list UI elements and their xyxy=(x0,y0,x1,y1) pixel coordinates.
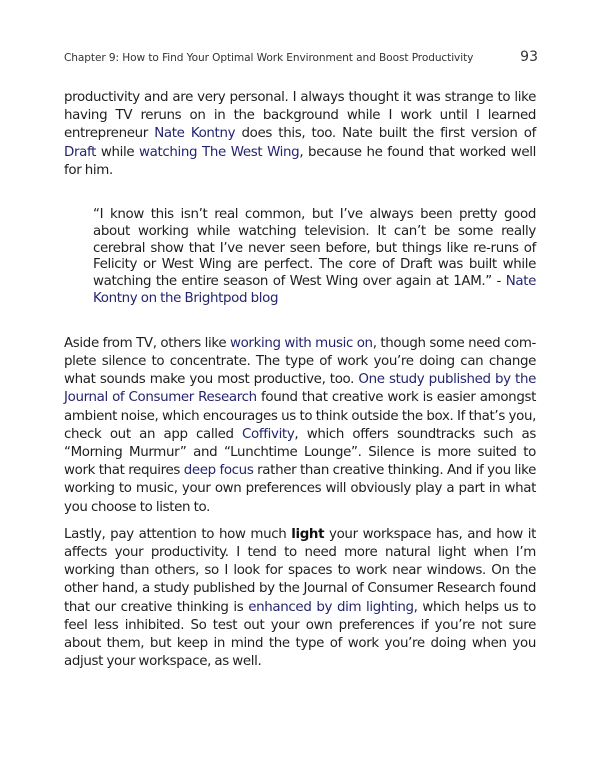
text-run: rather than creative thinking. And if you like working to music, your own preferences will obviously play a part in what you choose to listen to. xyxy=(64,463,536,515)
block-quote xyxy=(93,207,536,308)
link-dim-lighting[interactable]: enhanced by dim lighting xyxy=(248,599,414,615)
chapter-title: Chapter 9: How to Find Your Optimal Work Environment and Boost Productivity xyxy=(64,52,474,64)
text-run: while xyxy=(96,144,140,160)
page-content xyxy=(64,89,536,671)
text-run: , because he found that worked well for him. xyxy=(64,144,536,178)
link-working-with-music[interactable]: working with music on xyxy=(229,335,373,351)
link-brightpod-blog[interactable]: Nate Kontny on the Brightpod blog xyxy=(93,274,536,306)
paragraph-tv-reruns xyxy=(64,89,536,180)
link-deep-focus[interactable]: deep focus xyxy=(183,463,254,479)
text-run: your workspace has, and how it affects your productivity. I tend to need more natural light when I’m working than others, so I look for spaces to work near windows. On the other hand, a study published by the Journal of Consumer Research found that our creative thinking is xyxy=(64,526,536,615)
quote-text xyxy=(93,207,536,308)
paragraph-music xyxy=(64,335,536,517)
running-header xyxy=(64,49,538,65)
quote-body: “I know this isn’t real common, but I’ve always been pretty good about working while watching television. It can’t be some really cerebral show that I’ve never seen before, but things like re-runs of Felicity or West Wing are perfect. The core of Draft was built while watching the entire season of West Wing over again at 1AM.” - xyxy=(93,207,536,290)
paragraph-light xyxy=(64,526,536,672)
text-run: found that creative work is easier amongst ambient noise, which encourages us to think outside the box. If that’s you, check out an app called xyxy=(64,390,536,442)
text-run: does this, too. Nate built the first version of xyxy=(235,126,537,142)
link-coffivity[interactable]: Coffivity xyxy=(242,426,295,442)
text-run: , which helps us to feel less inhibited. So test out your own preferences if you’re not sure about them, but keep in mind the type of work you’re doing when you adjust your workspace, as well. xyxy=(64,599,536,670)
text-run: , which offers soundtracks such as “Morning Murmur” and “Lunchtime Lounge”. Silence is more suited to work that requires xyxy=(64,426,536,479)
text-run: Aside from TV, others like xyxy=(64,335,230,351)
text-run: Lastly, pay attention to how much xyxy=(64,526,292,542)
link-journal-study[interactable]: One study published by the Journal of Consumer Research xyxy=(64,372,536,406)
link-nate-kontny[interactable]: Nate Kontny xyxy=(154,126,236,142)
page-number: 93 xyxy=(520,49,538,65)
text-run: , though some need com-plete silence to concentrate. The type of work you’re doing can change what sounds make you most productive, too. xyxy=(64,335,537,388)
link-watching-west-wing[interactable]: watching The West Wing xyxy=(139,144,300,160)
link-draft[interactable]: Draft xyxy=(64,144,97,160)
bold-light: light xyxy=(291,526,325,542)
text-run: productivity and are very personal. I always thought it was strange to like having TV reruns on in the background while I work until I learned entrepreneur xyxy=(64,90,536,142)
